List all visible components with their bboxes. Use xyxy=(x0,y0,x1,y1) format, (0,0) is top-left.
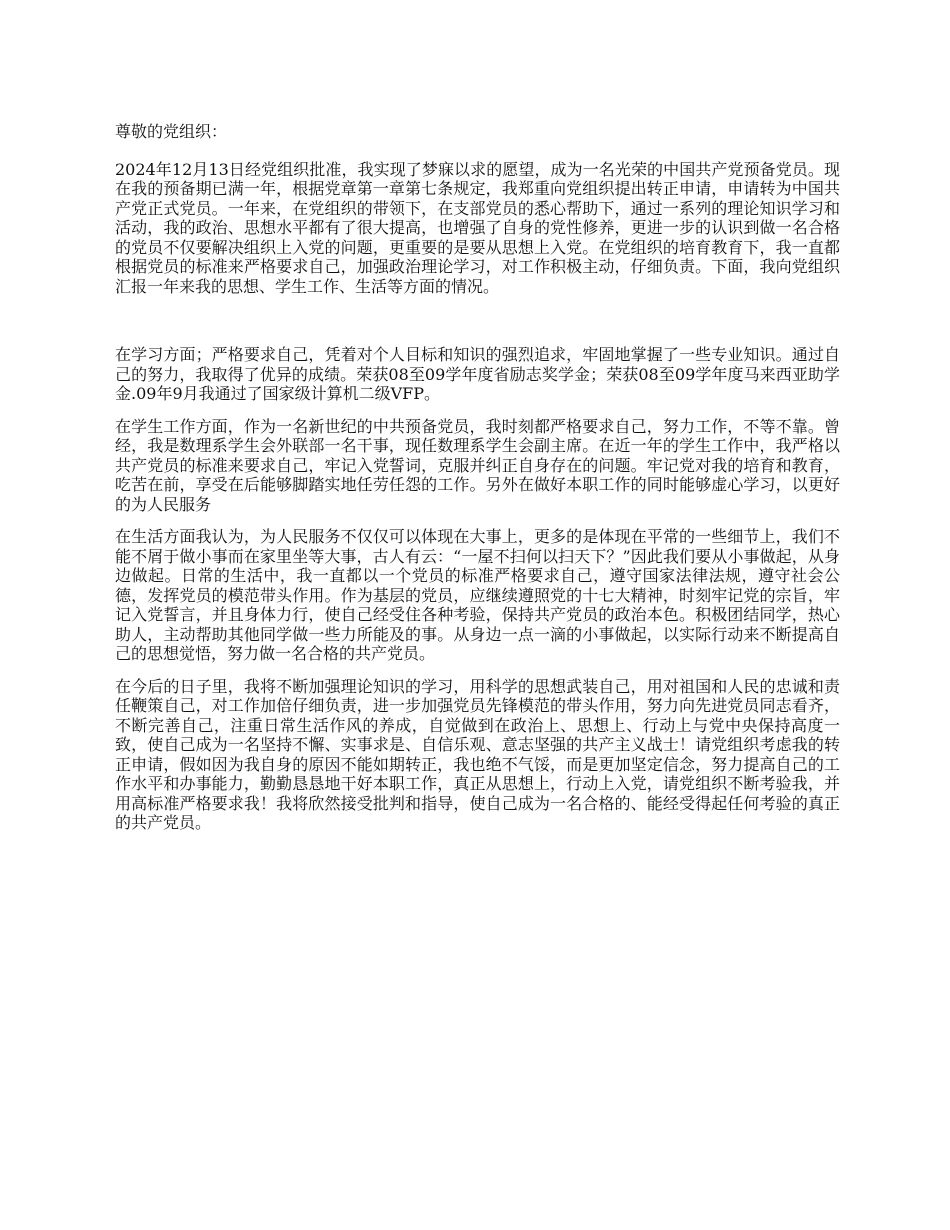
letter-document xyxy=(115,122,840,846)
paragraph-study: 在学习方面；严格要求自己，凭着对个人目标和知识的强烈追求，牢固地掌握了一些专业知识。通过自己的努力，我取得了优异的成绩。荣获08至09学年度省励志奖学金；荣获08至09学年度马来西亚助学金.09年9月我通过了国家级计算机二级VFP。 xyxy=(115,345,840,403)
paragraph-future-commitment: 在今后的日子里，我将不断加强理论知识的学习，用科学的思想武装自己，用对祖国和人民的忠诚和责任鞭策自己，对工作加倍仔细负责，进一步加强党员先锋模范的带头作用，努力向先进党员同志看齐，不断完善自己，注重日常生活作风的养成，自觉做到在政治上、思想上、行动上与党中央保持高度一致，使自己成为一名坚持不懈、实事求是、自信乐观、意志坚强的共产主义战士！请党组织考虑我的转正申请，假如因为我自身的原因不能如期转正，我也绝不气馁，而是更加坚定信念，努力提高自己的工作水平和办事能力，勤勤恳恳地干好本职工作，真正从思想上，行动上入党，请党组织不断考验我，并用高标准严格要求我！我将欣然接受批判和指导，使自己成为一名合格的、能经受得起任何考验的真正的共产党员。 xyxy=(115,676,840,832)
paragraph-spacer xyxy=(115,296,840,345)
letter-salutation: 尊敬的党组织： xyxy=(115,122,228,141)
paragraph-introduction: 2024年12月13日经党组织批准，我实现了梦寐以求的愿望，成为一名光荣的中国共产党预备党员。现在我的预备期已满一年，根据党章第一章第七条规定，我郑重向党组织提出转正申请，申请转为中国共产党正式党员。一年来，在党组织的带领下，在支部党员的悉心帮助下，通过一系列的理论知识学习和活动，我的政治、思想水平都有了很大提高，也增强了自身的党性修养，更进一步的认识到做一名合格的党员不仅要解决组织上入党的问题，更重要的是要从思想上入党。在党组织的培育教育下，我一直都根据党员的标准来严格要求自己，加强政治理论学习，对工作积极主动，仔细负责。下面，我向党组织汇报一年来我的思想、学生工作、生活等方面的情况。 xyxy=(115,159,840,296)
paragraph-daily-life: 在生活方面我认为，为人民服务不仅仅可以体现在大事上，更多的是体现在平常的一些细节上，我们不能不屑于做小事而在家里坐等大事，古人有云：“一屋不扫何以扫天下？”因此我们要从小事做起，从身边做起。日常的生活中，我一直都以一个党员的标准严格要求自己，遵守国家法律法规，遵守社会公德，发挥党员的模范带头作用。作为基层的党员，应继续遵照党的十七大精神，时刻牢记党的宗旨，牢记入党誓言，并且身体力行，使自己经受住各种考验，保持共产党员的政治本色。积极团结同学，热心助人，主动帮助其他同学做一些力所能及的事。从身边一点一滴的小事做起，以实际行动来不断提高自己的思想觉悟，努力做一名合格的共产党员。 xyxy=(115,527,840,663)
paragraph-student-work: 在学生工作方面，作为一名新世纪的中共预备党员，我时刻都严格要求自己，努力工作，不等不靠。曾经，我是数理系学生会外联部一名干事，现任数理系学生会副主席。在近一年的学生工作中，我严格以共产党员的标准来要求自己，牢记入党誓词，克服并纠正自身存在的问题。牢记党对我的培育和教育，吃苦在前，享受在后能够脚踏实地任劳任怨的工作。另外在做好本职工作的同时能够虚心学习，以更好的为人民服务 xyxy=(115,416,840,514)
